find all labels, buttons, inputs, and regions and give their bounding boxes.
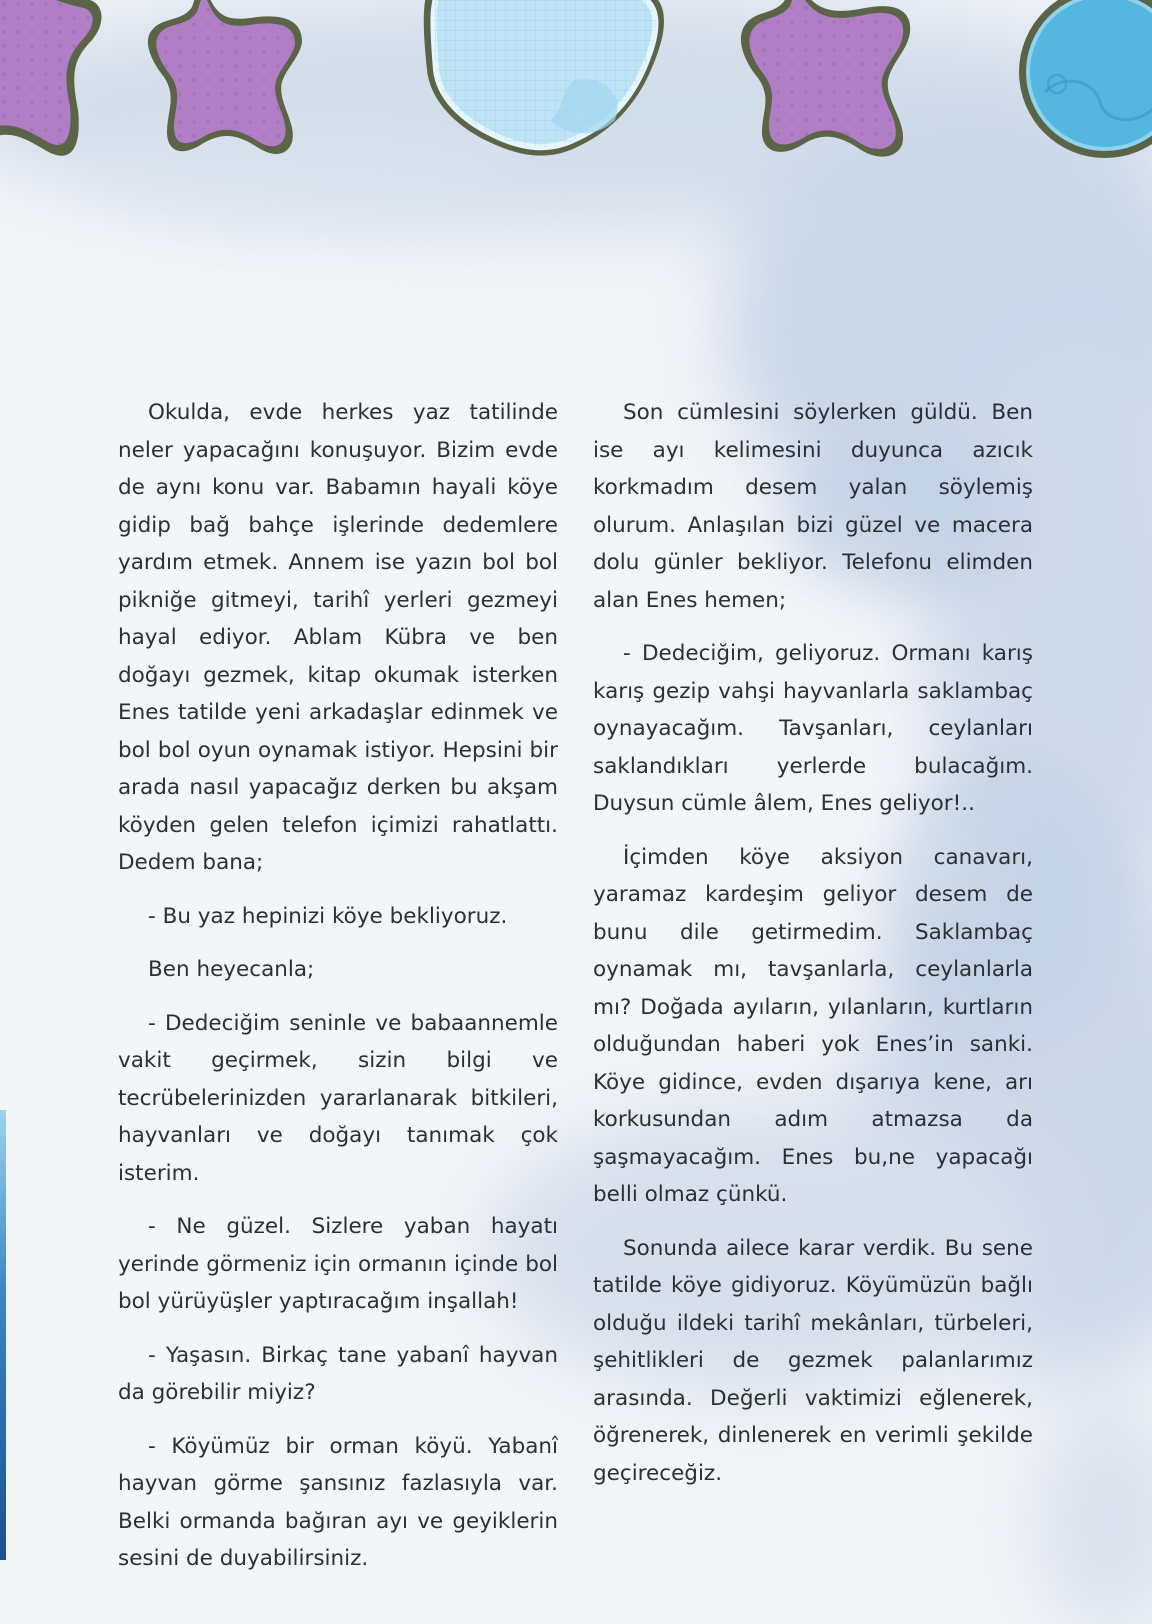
- round-pool-shape: [1019, 0, 1152, 158]
- right-text-column: [593, 394, 1033, 1508]
- paragraph: Son cümlesini söylerken güldü. Ben ise ayı kelimesini duyunca azıcık korkmadım desem yalan söylemiş olurum. Anlaşılan bizi güzel ve macera dolu günler bekliyor. Telefonu elimden alan Enes hemen;: [593, 400, 1033, 613]
- dialogue-line: - Dedeciğim, geliyoruz. Ormanı karış karış gezip vahşi hayvanlarla saklambaç oynayacağım. Tavşanları, ceylanları saklandıkları yerlerde bulacağım. Duysun cümle âlem, Enes geliyor!..: [593, 641, 1033, 816]
- star-icon: [0, 0, 102, 156]
- dialogue-line: - Bu yaz hepinizi köye bekliyoruz.: [148, 903, 508, 929]
- dialogue-line: - Dedeciğim seninle ve babaannemle vakit geçirmek, sizin bilgi ve tecrübelerinizden yararlanarak bitkileri, hayvanları ve doğayı tanımak çok isterim.: [118, 1010, 558, 1186]
- star-icon: [148, 0, 302, 154]
- star-icon: [741, 0, 910, 157]
- paragraph: Ben heyecanla;: [148, 957, 315, 982]
- left-text-column: [118, 394, 558, 1594]
- paragraph: Sonunda ailece karar verdik. Bu sene tatilde köye gidiyoruz. Köyümüzün bağlı olduğu ildeki tarihî mekânları, türbeleri, şehitlikleri de gezmek palanlarımız arasında. Değerli vaktimizi eğlenerek, öğrenerek, dinlenerek en verimli şekilde geçireceğiz.: [593, 1235, 1033, 1486]
- pool-shape: [424, 0, 664, 156]
- paragraph: Okulda, evde herkes yaz tatilinde neler yapacağını konuşuyor. Bizim evde de aynı konu var. Babamın hayali köye gidip bağ bahçe işlerinde dedemlere yardım etmek. Annem ise yazın bol bol pikniğe gitmeyi, tarihî yerleri gezmeyi hayal ediyor. Ablam Kübra ve ben doğayı gezmek, kitap okumak isterken Enes tatilde yeni arkadaşlar edinmek ve bol bol oyun oynamak istiyor. Hepsini bir arada nasıl yapacağız derken bu akşam köyden gelen telefon içimizi rahatlattı. Dedem bana;: [118, 400, 558, 875]
- dialogue-line: - Yaşasın. Birkaç tane yabanî hayvan da görebilir miyiz?: [118, 1342, 558, 1405]
- dialogue-line: - Ne güzel. Sizlere yaban hayatı yerinde görmeniz için ormanın içinde bol bol yürüyüşler yaptıracağım inşallah!: [118, 1214, 558, 1314]
- top-decorative-border: [0, 0, 1152, 180]
- paragraph: İçimden köye aksiyon canavarı, yaramaz kardeşim geliyor desem de bunu dile getirmedim. Saklambaç oynamak mı, tavşanlarla, ceylanlarla mı? Doğada ayıların, yılanların, kurtların olduğundan haberi yok Enes’in sanki. Köye gidince, evden dışarıya kene, arı korkusundan adım atmazsa da şaşmayacağım. Enes bu,ne yapacağı belli olmaz çünkü.: [593, 844, 1033, 1207]
- left-edge-strip: [0, 1110, 6, 1560]
- dialogue-line: - Köyümüz bir orman köyü. Yabanî hayvan görme şansınız fazlasıyla var. Belki ormanda bağıran ayı ve geyiklerin sesini de duyabilirsiniz.: [118, 1433, 558, 1571]
